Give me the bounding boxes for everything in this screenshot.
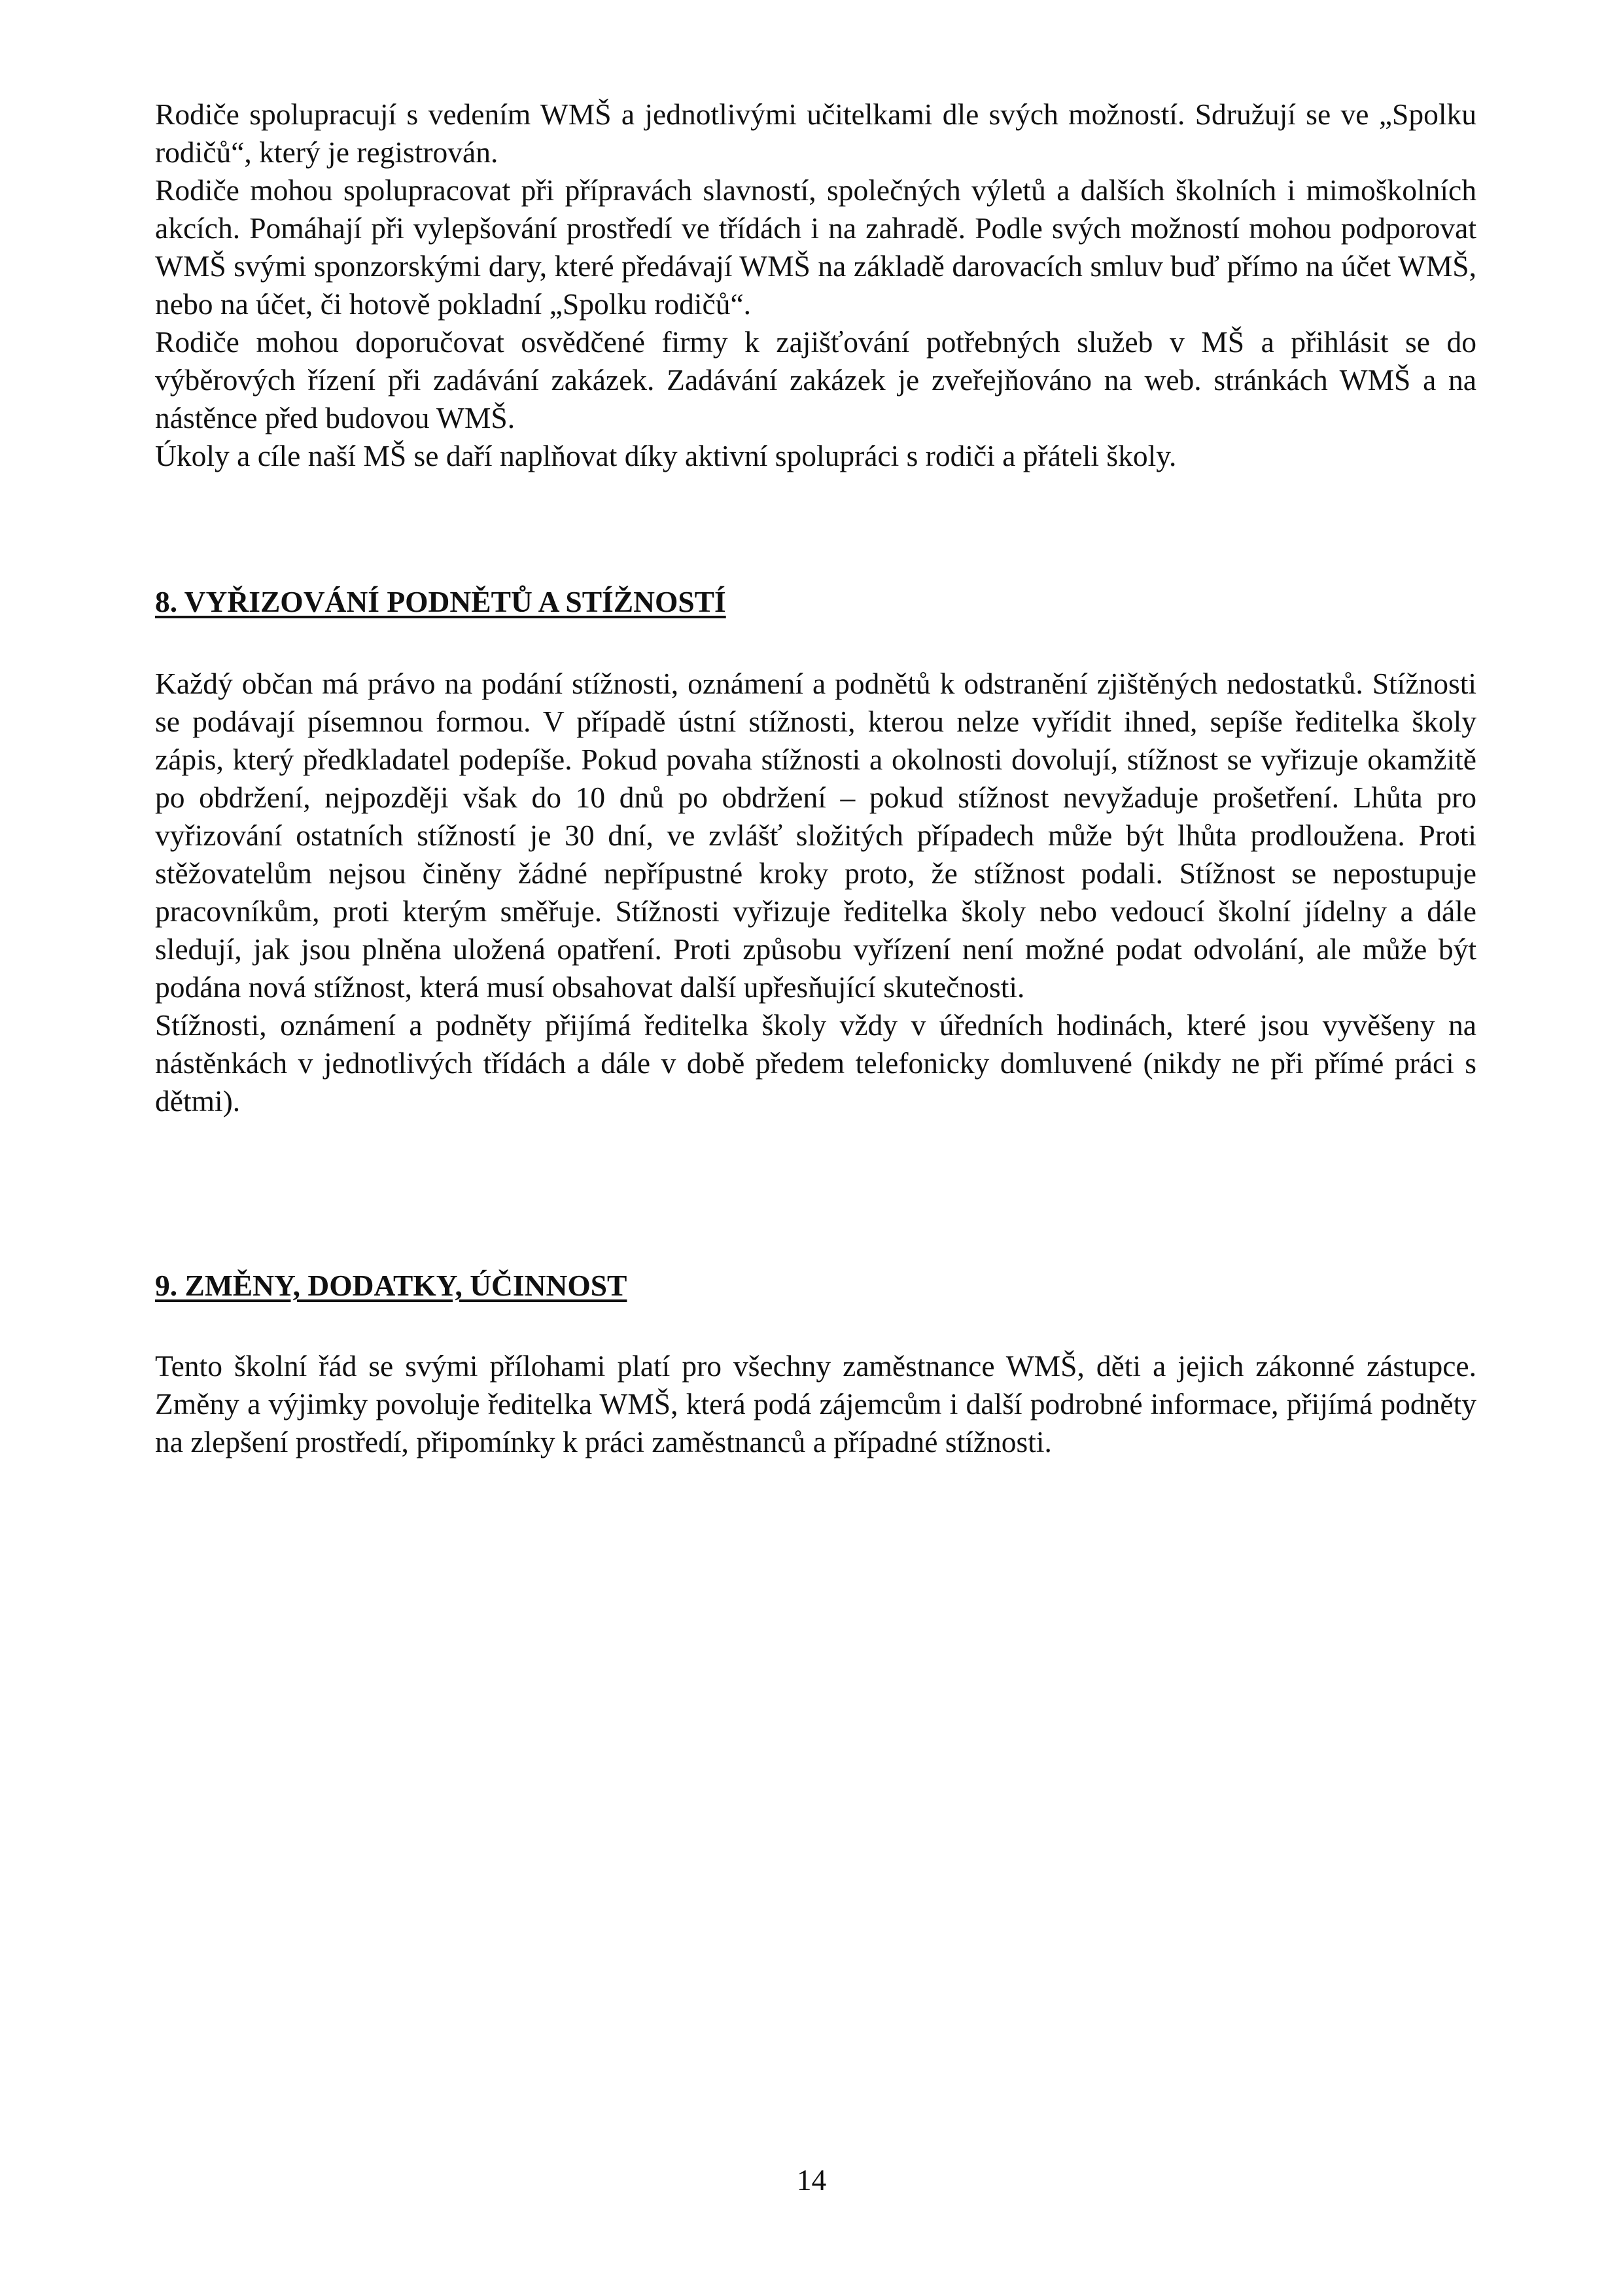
section-8-heading: 8. VYŘIZOVÁNÍ PODNĚTŮ A STÍŽNOSTÍ bbox=[155, 585, 726, 618]
document-page bbox=[155, 96, 1476, 1458]
paragraph: Každý občan má právo na podání stížnosti, oznámení a podnětů k odstranění zjištěných nedostatků. Stížnosti se podávají písemnou formou. V případě ústní stížnosti, kterou nelze vyřídit ihned, sepíše ředitelka školy zápis, který předkladatel podepíše. Pokud povaha stížnosti a okolnosti dovolují, stížnost se vyřizuje okamžitě po obdržení, nejpozději však do 10 dnů po obdržení – pokud stížnost nevyžaduje prošetření. Lhůta pro vyřizování ostatních stížností je 30 dní, ve zvlášť složitých případech může být lhůta prodloužena. Proti stěžovatelům nejsou činěny žádné nepřípustné kroky proto, že stížnost podali. Stížnost se nepostupuje pracovníkům, proti kterým směřuje. Stížnosti vyřizuje ředitelka školy nebo vedoucí školní jídelny a dále sledují, jak jsou plněna uložená opatření. Proti způsobu vyřízení není možné podat odvolání, ale může být podána nová stížnost, která musí obsahovat další upřesňující skutečnosti. bbox=[155, 667, 1476, 1004]
paragraph: Stížnosti, oznámení a podněty přijímá ředitelka školy vždy v úředních hodinách, které jsou vyvěšeny na nástěnkách v jednotlivých třídách a dále v době předem telefonicky domluvené (nikdy ne při přímé práci s dětmi). bbox=[155, 1008, 1476, 1118]
paragraph: Rodiče spolupracují s vedením WMŠ a jednotlivými učitelkami dle svých možností. Sdružují se ve „Spolku rodičů“, který je registrován. bbox=[155, 97, 1476, 169]
section-9-heading: 9. ZMĚNY, DODATKY, ÚČINNOST bbox=[155, 1269, 627, 1302]
section-9-body bbox=[155, 1347, 1476, 1461]
page-number: 14 bbox=[796, 2163, 827, 2197]
section-8-body bbox=[155, 665, 1476, 1120]
paragraph: Úkoly a cíle naší MŠ se daří naplňovat díky aktivní spolupráci s rodiči a přáteli školy. bbox=[155, 439, 1177, 472]
paragraph: Rodiče mohou spolupracovat při přípravách slavností, společných výletů a dalších školních i mimoškolních akcích. Pomáhají při vylepšování prostředí ve třídách i na zahradě. Podle svých možností mohou podporovat WMŠ svými sponzorskými dary, které předávají WMŠ na základě darovacích smluv buď přímo na účet WMŠ, nebo na účet, či hotově pokladní „Spolku rodičů“. bbox=[155, 173, 1476, 321]
section-7-continuation bbox=[155, 96, 1476, 475]
paragraph: Rodiče mohou doporučovat osvědčené firmy k zajišťování potřebných služeb v MŠ a přihlásit se do výběrových řízení při zadávání zakázek. Zadávání zakázek je zveřejňováno na web. stránkách WMŠ a na nástěnce před budovou WMŠ. bbox=[155, 325, 1476, 434]
paragraph: Tento školní řád se svými přílohami platí pro všechny zaměstnance WMŠ, děti a jejich zákonné zástupce. Změny a výjimky povoluje ředitelka WMŠ, která podá zájemcům i další podrobné informace, přijímá podněty na zlepšení prostředí, připomínky k práci zaměstnanců a případné stížnosti. bbox=[155, 1349, 1476, 1458]
